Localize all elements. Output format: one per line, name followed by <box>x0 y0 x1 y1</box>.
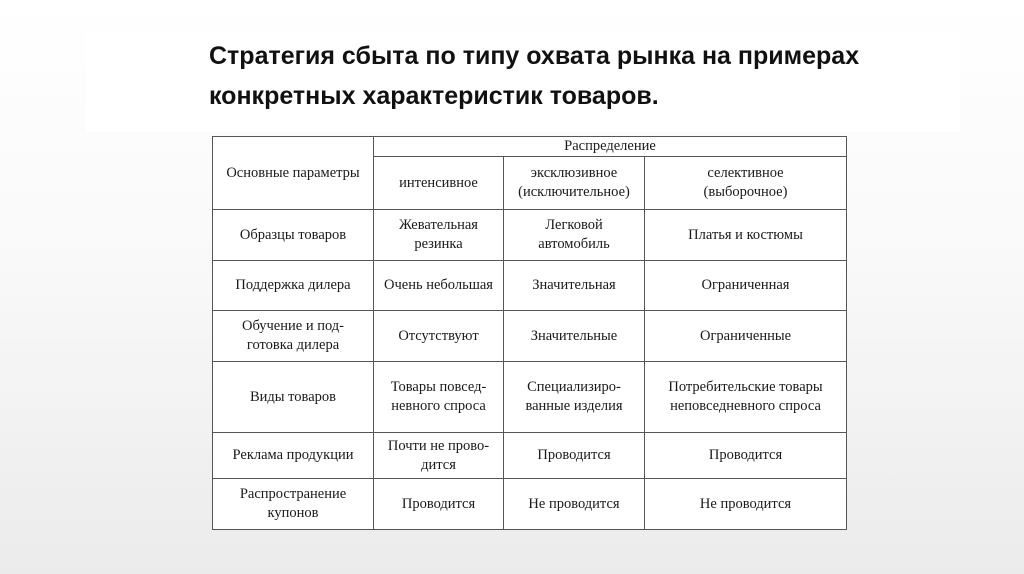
cell-line: купонов <box>267 505 319 521</box>
table-cell <box>374 261 504 311</box>
cell-line: резинка <box>414 236 463 252</box>
cell-line: Почти не прово- <box>387 437 490 454</box>
table-cell <box>645 210 847 261</box>
group-header-cell <box>374 137 847 157</box>
cell-line: невного спроса <box>391 398 486 414</box>
row-param-cell <box>213 433 374 479</box>
table-cell <box>374 362 504 433</box>
column-header-line: эксклюзивное <box>530 165 618 181</box>
table-cell <box>504 311 645 362</box>
distribution-strategy-table-wrapper <box>212 136 847 530</box>
table-cell <box>374 433 504 479</box>
param-header-cell <box>213 137 374 210</box>
cell-line: Значительные <box>530 327 618 344</box>
cell-line: ванные изделия <box>525 398 623 414</box>
table-row <box>213 210 847 261</box>
table-cell <box>645 261 847 311</box>
cell-line: дится <box>421 456 456 473</box>
cell-line: Проводится <box>537 447 611 463</box>
cell-line: Не проводится <box>528 495 620 512</box>
column-header-exclusive <box>504 157 645 210</box>
cell-line: Проводится <box>401 495 476 512</box>
column-header-line: (исключительное) <box>518 184 630 200</box>
cell-line: Образцы товаров <box>239 226 347 243</box>
table-cell <box>374 311 504 362</box>
row-param-cell <box>213 261 374 311</box>
cell-line: Значительная <box>532 277 616 293</box>
cell-line: автомобиль <box>538 236 610 252</box>
cell-line: Не проводится <box>699 495 792 512</box>
cell-line: Жевательная <box>399 217 478 233</box>
group-header-text: Распределение <box>564 138 656 154</box>
cell-line: Поддержка дилера <box>235 277 351 293</box>
table-cell <box>504 362 645 433</box>
table-cell <box>374 479 504 530</box>
row-param-cell <box>213 311 374 362</box>
table-row <box>213 362 847 433</box>
cell-line: Товары повсед- <box>390 379 487 395</box>
header-row-group <box>213 137 847 157</box>
cell-line: Виды товаров <box>249 388 336 405</box>
cell-line: готовка дилера <box>246 337 340 353</box>
table-row <box>213 261 847 311</box>
cell-line: Специализиро- <box>527 379 621 395</box>
table-cell <box>374 210 504 261</box>
row-param-cell <box>213 362 374 433</box>
table-cell <box>645 311 847 362</box>
slide-title: Стратегия сбыта по типу охвата рынка на примерах конкретных характеристик товаров. <box>209 42 860 110</box>
cell-line: Очень небольшая <box>384 277 493 293</box>
cell-line: Платья и костюмы <box>688 226 803 243</box>
table-row <box>213 479 847 530</box>
cell-line: Реклама продукции <box>232 447 354 463</box>
table-row <box>213 311 847 362</box>
row-param-cell <box>213 479 374 530</box>
table-cell <box>504 433 645 479</box>
column-header-line: селективное <box>707 165 784 181</box>
table-cell <box>645 479 847 530</box>
table-cell <box>645 433 847 479</box>
table-cell <box>504 261 645 311</box>
column-header-selective <box>645 157 847 210</box>
table-cell <box>645 362 847 433</box>
cell-line: Ограниченные <box>699 327 792 344</box>
cell-line: Обучение и под- <box>241 318 345 334</box>
column-header-line: интенсивное <box>399 174 478 191</box>
column-header-line: (выборочное) <box>703 184 788 200</box>
cell-line: Ограниченная <box>701 277 790 293</box>
param-header-text: Основные параметры <box>226 164 360 181</box>
row-param-cell <box>213 210 374 261</box>
column-header-intensive <box>374 157 504 210</box>
cell-line: неповседневного спроса <box>670 398 821 414</box>
table-cell <box>504 479 645 530</box>
cell-line: Отсутствуют <box>398 327 479 344</box>
cell-line: Потребительские товары <box>668 379 823 395</box>
cell-line: Проводится <box>708 447 783 463</box>
cell-line: Легковой <box>545 217 603 233</box>
table-cell <box>504 210 645 261</box>
cell-line: Распространение <box>239 486 347 502</box>
distribution-strategy-table <box>212 136 847 530</box>
table-row <box>213 433 847 479</box>
